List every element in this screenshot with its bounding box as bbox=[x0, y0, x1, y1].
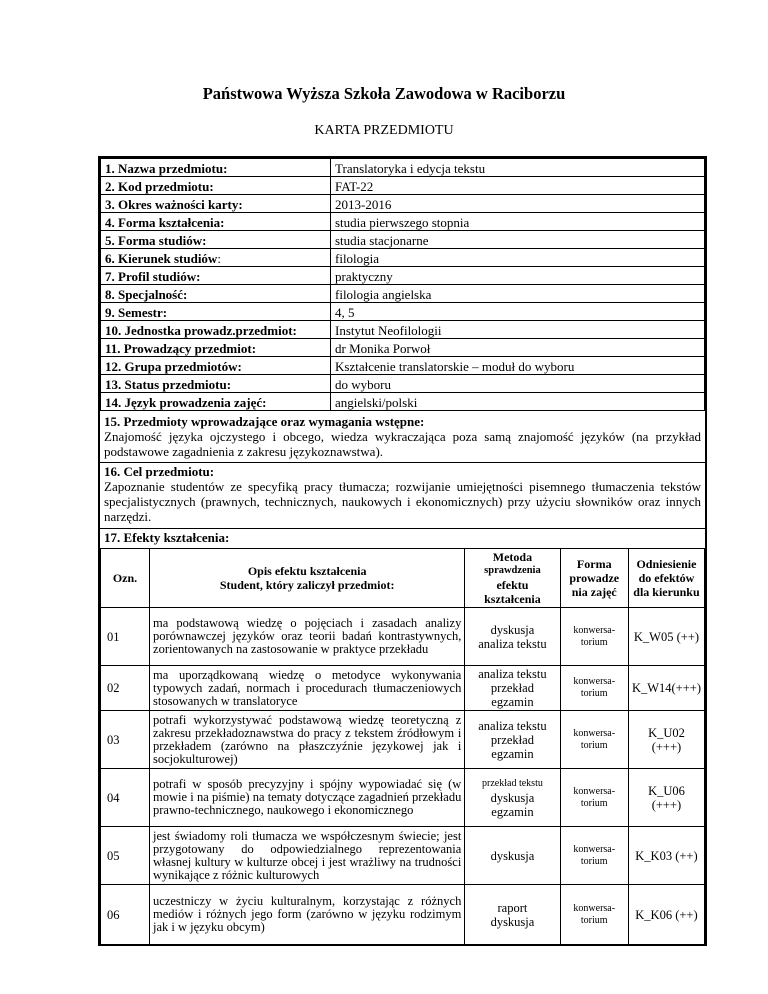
field-row bbox=[101, 321, 705, 339]
outcome-reference: K_K03 (++) bbox=[628, 827, 704, 885]
section-heading: 17. Efekty kształcenia: bbox=[104, 530, 230, 545]
field-value: studia pierwszego stopnia bbox=[331, 213, 705, 231]
method-line: egzamin bbox=[491, 804, 534, 819]
field-label: 5. Forma studiów: bbox=[101, 231, 331, 249]
method-line: analiza tekstu bbox=[478, 636, 547, 651]
field-row bbox=[101, 195, 705, 213]
field-value: studia stacjonarne bbox=[331, 231, 705, 249]
outcome-row bbox=[101, 666, 705, 711]
outcome-row bbox=[101, 608, 705, 666]
outcome-description: potrafi w sposób precyzyjny i spójny wypowiadać się (w mowie i na piśmie) na tematy dotyczące zagadnień przekładu prawno-technicznego, naukowego i ekonomicznego bbox=[150, 769, 465, 827]
outcome-method bbox=[465, 827, 560, 885]
field-value: dr Monika Porwoł bbox=[331, 339, 705, 357]
field-row bbox=[101, 339, 705, 357]
outcome-row bbox=[101, 827, 705, 885]
field-row bbox=[101, 213, 705, 231]
field-row bbox=[101, 249, 705, 267]
col-metoda bbox=[465, 549, 560, 608]
field-value: do wyboru bbox=[331, 375, 705, 393]
method-line: dyskusja bbox=[490, 848, 535, 863]
field-label: 7. Profil studiów: bbox=[101, 267, 331, 285]
col-opis bbox=[150, 549, 465, 608]
outcome-reference: K_W05 (++) bbox=[628, 608, 704, 666]
outcome-form: konwersa-torium bbox=[560, 885, 628, 945]
outcome-code: 04 bbox=[101, 769, 150, 827]
field-value: Translatoryka i edycja tekstu bbox=[331, 159, 705, 177]
outcome-method bbox=[465, 666, 560, 711]
section-prerequisites bbox=[100, 414, 705, 463]
field-value: angielski/polski bbox=[331, 393, 705, 411]
field-label: 2. Kod przedmiotu: bbox=[101, 177, 331, 195]
field-label: 1. Nazwa przedmiotu: bbox=[101, 159, 331, 177]
field-label: 14. Język prowadzenia zajęć: bbox=[101, 393, 331, 411]
field-value: 4, 5 bbox=[331, 303, 705, 321]
field-value: praktyczny bbox=[331, 267, 705, 285]
course-info-table bbox=[100, 158, 705, 411]
learning-outcomes-table bbox=[100, 548, 705, 945]
outcome-method bbox=[465, 711, 560, 769]
outcomes-header-row bbox=[101, 549, 705, 608]
outcome-description: jest świadomy roli tłumacza we współczesnym świecie; jest przygotowany do odpowiedzialnego reprezentowania własnej kultury w kulturze obcej i jest wrażliwy na trudności wynikające z różnic kulturowych bbox=[150, 827, 465, 885]
outcome-code: 02 bbox=[101, 666, 150, 711]
method-line: egzamin bbox=[491, 695, 534, 709]
field-label: 10. Jednostka prowadz.przedmiot: bbox=[101, 321, 331, 339]
method-line: przekład bbox=[490, 732, 534, 747]
field-label: 12. Grupa przedmiotów: bbox=[101, 357, 331, 375]
method-line: analiza tekstu bbox=[478, 667, 547, 681]
col-ozn: Ozn. bbox=[101, 549, 150, 608]
method-line: dyskusja bbox=[490, 790, 535, 805]
field-value: FAT-22 bbox=[331, 177, 705, 195]
outcome-form: konwersa-torium bbox=[560, 711, 628, 769]
outcome-description: ma uporządkowaną wiedzę o metodyce wykonywania typowych zadań, normach i procedurach tłumaczeniowych stosowanych w translatoryce bbox=[150, 666, 465, 711]
outcome-code: 05 bbox=[101, 827, 150, 885]
outcome-row bbox=[101, 769, 705, 827]
field-row bbox=[101, 267, 705, 285]
field-label bbox=[101, 249, 331, 267]
col-metoda-line3: efektu bbox=[496, 578, 529, 592]
institution-title: Państwowa Wyższa Szkoła Zawodowa w Raciborzu bbox=[202, 84, 566, 103]
section-outcomes bbox=[100, 530, 705, 548]
field-label: 13. Status przedmiotu: bbox=[101, 375, 331, 393]
method-line: raport bbox=[497, 900, 528, 915]
outcome-description: ma podstawową wiedzę o pojęciach i zasadach analizy porównawczej języków oraz teorii badań kontrastywnych, zorientowanych na zastosowanie w praktyce przekładu bbox=[150, 608, 465, 666]
outcome-form: konwersa-torium bbox=[560, 666, 628, 711]
outcome-description: potrafi wykorzystywać podstawową wiedzę teoretyczną z zakresu przekładoznawstwa do pracy z tekstem źródłowym i przekładem (zarówno na płaszczyźnie językowej jak i socjokulturowej) bbox=[150, 711, 465, 769]
outcome-reference: K_U02 (+++) bbox=[628, 711, 704, 769]
col-opis-line1: Opis efektu kształcenia bbox=[247, 564, 367, 578]
field-row bbox=[101, 375, 705, 393]
field-value: filologia angielska bbox=[331, 285, 705, 303]
outcome-method bbox=[465, 885, 560, 945]
section-objective bbox=[100, 464, 705, 529]
method-line: analiza tekstu bbox=[478, 718, 547, 733]
field-row bbox=[101, 303, 705, 321]
outcome-code: 06 bbox=[101, 885, 150, 945]
field-label: 9. Semestr: bbox=[101, 303, 331, 321]
method-line: przekład bbox=[490, 681, 534, 695]
col-odniesienie: Odniesienie do efektów dla kierunku bbox=[628, 549, 704, 608]
method-line: dyskusja bbox=[490, 914, 535, 929]
field-label: 3. Okres ważności karty: bbox=[101, 195, 331, 213]
field-row bbox=[101, 285, 705, 303]
outcome-reference: K_W14(+++) bbox=[628, 666, 704, 711]
col-metoda-line4: kształcenia bbox=[484, 592, 541, 606]
field-label-suffix: : bbox=[217, 251, 221, 266]
field-row bbox=[101, 357, 705, 375]
outcome-form: konwersa-torium bbox=[560, 608, 628, 666]
field-value: Kształcenie translatorskie – moduł do wyboru bbox=[331, 357, 705, 375]
section-body: Zapoznanie studentów ze specyfiką pracy tłumacza; rozwijanie umiejętności pisemnego tłumaczenia tekstów specjalistycznych (prawnych, technicznych, naukowych i ekonomicznych) przy użyciu słowników oraz innych narzędzi. bbox=[104, 479, 701, 524]
field-value: 2013-2016 bbox=[331, 195, 705, 213]
method-line: dyskusja bbox=[490, 622, 535, 637]
field-label-text: 6. Kierunek studiów bbox=[105, 251, 218, 266]
document-title: KARTA PRZEDMIOTU bbox=[314, 123, 454, 138]
field-label: 8. Specjalność: bbox=[101, 285, 331, 303]
field-label: 4. Forma kształcenia: bbox=[101, 213, 331, 231]
outcome-method bbox=[465, 769, 560, 827]
section-body: Znajomość języka ojczystego i obcego, wiedza wykraczająca poza samą znajomość języków (na przykład podstawowe zagadnienia z zakresu językoznawstwa). bbox=[104, 429, 701, 459]
outcome-reference: K_K06 (++) bbox=[628, 885, 704, 945]
method-line: przekład tekstu bbox=[482, 777, 543, 789]
field-label: 11. Prowadzący przedmiot: bbox=[101, 339, 331, 357]
outcome-form: konwersa-torium bbox=[560, 769, 628, 827]
outcome-code: 01 bbox=[101, 608, 150, 666]
outcome-description: uczestniczy w życiu kulturalnym, korzystając z różnych mediów i różnych jego form (zarówno w języku rodzimym jak i w języku obcym) bbox=[150, 885, 465, 945]
outcome-code: 03 bbox=[101, 711, 150, 769]
field-row bbox=[101, 177, 705, 195]
outcome-method bbox=[465, 608, 560, 666]
col-metoda-line1: Metoda bbox=[492, 550, 533, 564]
col-opis-line2: Student, który zaliczył przedmiot: bbox=[219, 578, 395, 592]
section-heading: 15. Przedmioty wprowadzające oraz wymagania wstępne: bbox=[104, 414, 425, 429]
field-value: Instytut Neofilologii bbox=[331, 321, 705, 339]
outcome-row bbox=[101, 711, 705, 769]
section-heading: 16. Cel przedmiotu: bbox=[104, 464, 215, 479]
outcome-form: konwersa-torium bbox=[560, 827, 628, 885]
field-row bbox=[101, 159, 705, 177]
field-row bbox=[101, 393, 705, 411]
method-line: egzamin bbox=[491, 746, 534, 761]
outcome-row bbox=[101, 885, 705, 945]
field-row bbox=[101, 231, 705, 249]
outcome-reference: K_U06 (+++) bbox=[628, 769, 704, 827]
field-value: filologia bbox=[331, 249, 705, 267]
col-metoda-line2: sprawdzenia bbox=[484, 565, 541, 576]
col-forma: Forma prowadze nia zajęć bbox=[560, 549, 628, 608]
